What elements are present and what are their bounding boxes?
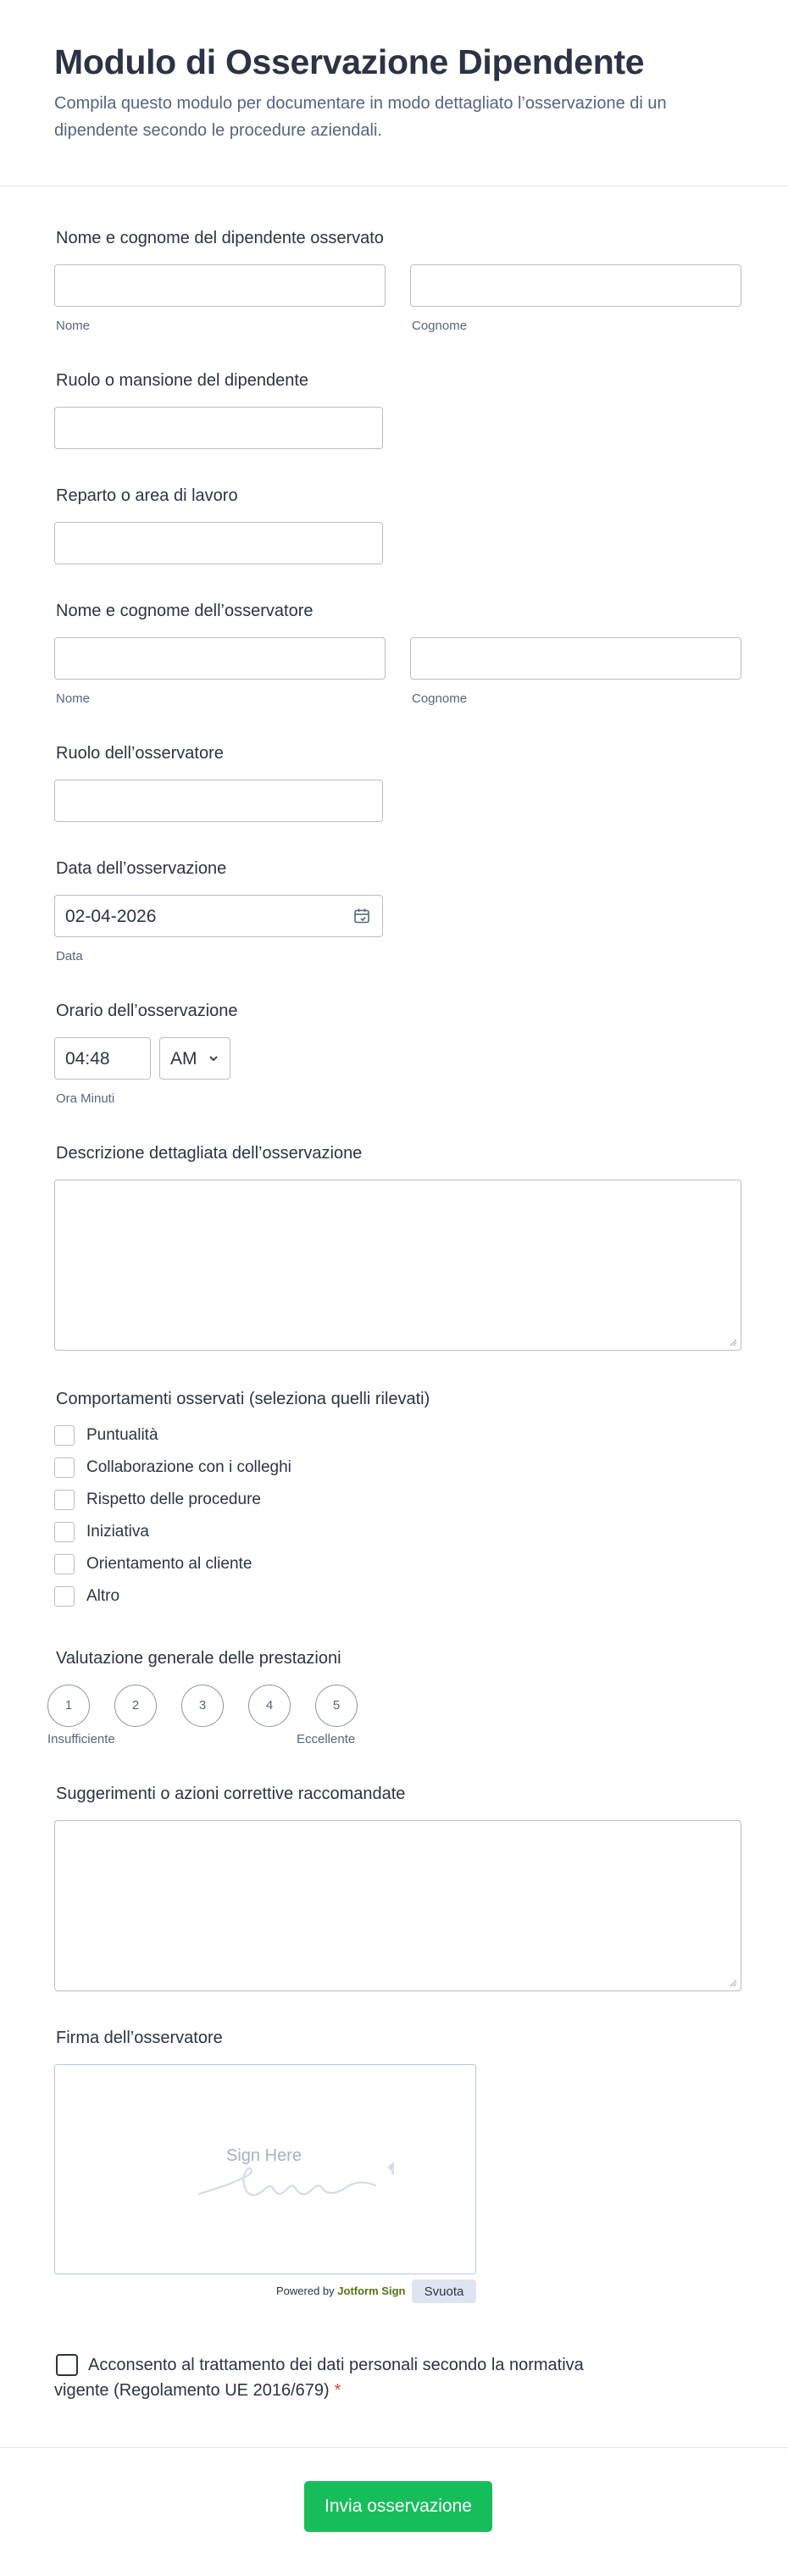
- behaviors-label: Comportamenti osservati (seleziona quelli rilevati): [56, 1390, 430, 1408]
- checkbox[interactable]: [54, 1522, 75, 1542]
- signature-label: Firma dell’osservatore: [56, 2029, 223, 2047]
- employee-last-name-input[interactable]: [410, 264, 741, 307]
- consent-label: [54, 2352, 639, 2403]
- powered-prefix: Powered by: [276, 2285, 335, 2297]
- resize-grip-icon[interactable]: [729, 1979, 737, 1987]
- checkbox[interactable]: [54, 1490, 75, 1510]
- consent-text: Acconsento al trattamento dei dati personali secondo la normativa vigente (Regolamento UE 2016/679): [54, 2356, 584, 2400]
- chevron-down-icon: [208, 1052, 219, 1064]
- checkbox[interactable]: [54, 1554, 75, 1574]
- jotform-sign-brand[interactable]: Jotform Sign: [337, 2285, 406, 2297]
- checkbox[interactable]: [54, 1425, 75, 1446]
- observer-first-name-sublabel: Nome: [56, 691, 91, 706]
- employee-first-name-input[interactable]: [54, 264, 386, 307]
- calendar-icon[interactable]: [353, 908, 370, 924]
- footer-divider: [0, 2447, 788, 2448]
- observer-role-label: Ruolo dell’osservatore: [56, 744, 224, 763]
- signature-scribble-icon: [140, 2150, 394, 2218]
- date-sublabel: Data: [56, 949, 83, 963]
- behavior-option-label: Puntualità: [86, 1426, 158, 1444]
- behavior-option-label: Orientamento al cliente: [86, 1555, 252, 1573]
- date-input[interactable]: [54, 895, 383, 937]
- observer-last-name-sublabel: Cognome: [412, 691, 468, 706]
- ampm-select[interactable]: [159, 1037, 230, 1080]
- observer-role-input[interactable]: [54, 780, 383, 822]
- behavior-option-label: Iniziativa: [86, 1523, 149, 1541]
- signature-placeholder: Sign Here: [226, 2146, 302, 2165]
- time-input[interactable]: [54, 1037, 151, 1080]
- ampm-value: AM: [170, 1049, 197, 1069]
- required-asterisk: *: [334, 2381, 341, 2400]
- form-header: [0, 0, 788, 186]
- employee-role-label: Ruolo o mansione del dipendente: [56, 371, 308, 390]
- behavior-option-label: Altro: [86, 1587, 120, 1605]
- rating-option-2[interactable]: 2: [114, 1685, 157, 1727]
- employee-name-label: Nome e cognome del dipendente osservato: [56, 229, 384, 247]
- suggestions-label: Suggerimenti o azioni correttive raccomandate: [56, 1785, 406, 1803]
- submit-button[interactable]: Invia osservazione: [304, 2481, 492, 2532]
- date-value: 02-04-2026: [65, 907, 157, 926]
- rating-option-4[interactable]: 4: [248, 1685, 291, 1727]
- checkbox[interactable]: [54, 1457, 75, 1478]
- checkbox[interactable]: [54, 1586, 75, 1607]
- form-description: Compila questo modulo per documentare in modo dettagliato l’osservazione di un dipendente secondo le procedure aziendali.: [54, 94, 667, 140]
- department-label: Reparto o area di lavoro: [56, 486, 238, 505]
- clear-signature-button[interactable]: Svuota: [412, 2279, 476, 2303]
- behavior-option-label: Collaborazione con i colleghi: [86, 1458, 291, 1476]
- description-textarea[interactable]: [54, 1180, 741, 1351]
- description-label: Descrizione dettagliata dell’osservazione: [56, 1144, 363, 1163]
- rating-min-label: Insufficiente: [47, 1732, 115, 1746]
- powered-by: [276, 2285, 405, 2297]
- pen-nib-icon: [387, 2157, 394, 2190]
- observer-last-name-input[interactable]: [410, 637, 741, 680]
- date-label: Data dell’osservazione: [56, 859, 227, 878]
- employee-role-input[interactable]: [54, 407, 383, 449]
- time-value: 04:48: [65, 1049, 110, 1069]
- behavior-option-label: Rispetto delle procedure: [86, 1491, 261, 1508]
- rating-option-1[interactable]: 1: [47, 1685, 90, 1727]
- form-title: Modulo di Osservazione Dipendente: [54, 42, 645, 81]
- suggestions-textarea[interactable]: [54, 1820, 741, 1991]
- observer-first-name-input[interactable]: [54, 637, 386, 680]
- department-input[interactable]: [54, 522, 383, 564]
- employee-first-name-sublabel: Nome: [56, 319, 91, 333]
- signature-pad[interactable]: [54, 2064, 476, 2274]
- time-sublabel: Ora Minuti: [56, 1091, 115, 1106]
- rating-option-3[interactable]: 3: [181, 1685, 224, 1727]
- employee-last-name-sublabel: Cognome: [412, 319, 468, 333]
- resize-grip-icon[interactable]: [729, 1338, 737, 1346]
- rating-option-5[interactable]: 5: [315, 1685, 358, 1727]
- observer-name-label: Nome e cognome dell’osservatore: [56, 602, 314, 620]
- rating-max-label: Eccellente: [297, 1732, 356, 1746]
- time-label: Orario dell’osservazione: [56, 1002, 238, 1020]
- rating-label: Valutazione generale delle prestazioni: [56, 1649, 341, 1668]
